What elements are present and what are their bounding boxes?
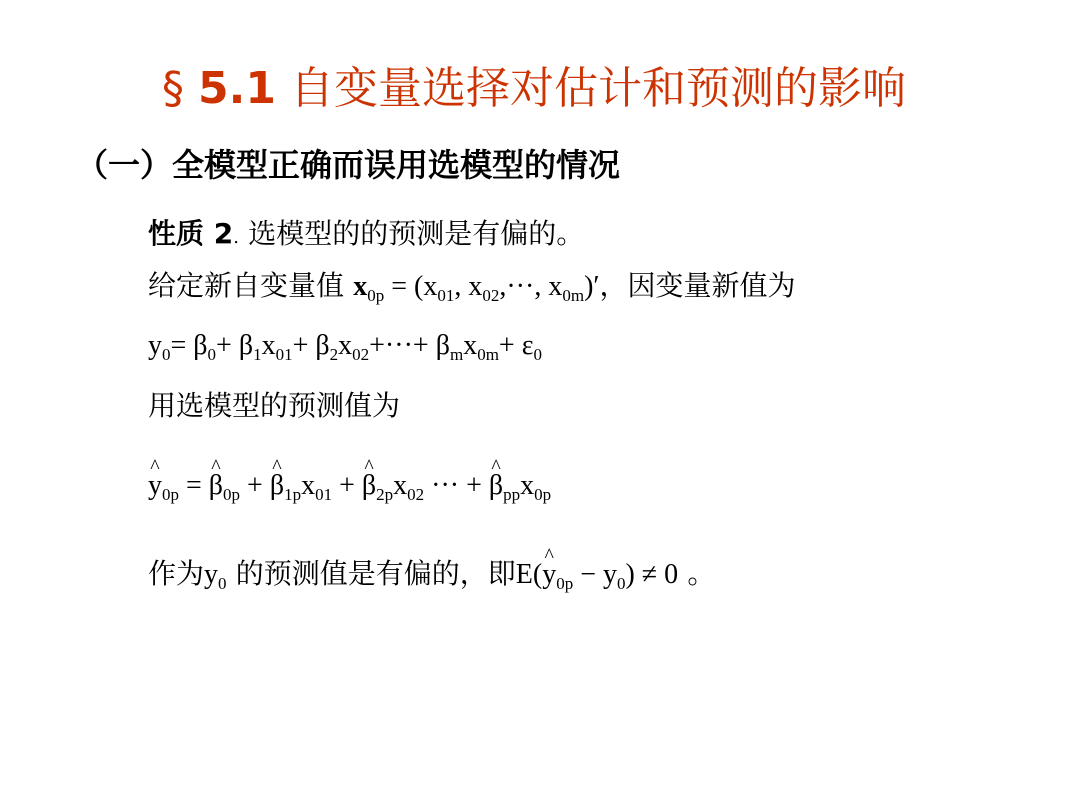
conclusion-middle: 的预测值是有偏的，即 [235,557,516,590]
given-prefix: 给定新自变量值 [148,269,345,302]
section-mark: § [162,63,184,114]
property-label: 性质 2 [148,217,234,250]
given-line [148,264,796,306]
subheading: （一）全模型正确而误用选模型的情况 [76,146,621,184]
conclusion-prefix: 作为 [148,557,205,590]
bias-formula: E(^ $y_{0p} - y_0) \ne 0$ [516,559,678,590]
property-line [148,212,584,252]
given-suffix: ，因变量新值为 [599,269,796,302]
new-x-formula: $x_{0p} = (x_{01}$, $x_{02},\cdot\cdot\cdot$, $x_{0m})'$ [353,271,600,305]
section-number: 5.1 [198,63,276,114]
y0-model-formula: $y_0= \beta_0+ \beta_1x_{01}+ \beta_2x_{02}+\cdot\cdot\cdot+ \beta_mx_{0m}+ \varepsilon_0$ [148,330,542,364]
title-text: 自变量选择对估计和预测的影响 [289,63,906,114]
y0-symbol: $y_0$ [204,559,227,593]
conclusion-line [148,552,715,594]
prediction-intro: 用选模型的预测值为 [148,389,401,422]
conclusion-end: 。 [687,557,716,590]
slide-title [162,52,906,116]
prediction-formula: ^ $y_{0p}$ = ^ $\beta_{0p}$ + ^ $\beta_{1p}x_{01}$ + ^ $\beta_{2p}x_{02}$ ··· + ^ $\beta_{pp}x_{0p}$ [148,470,551,505]
property-sep: . [233,227,239,248]
property-text: 选模型的的预测是有偏的。 [248,217,585,250]
